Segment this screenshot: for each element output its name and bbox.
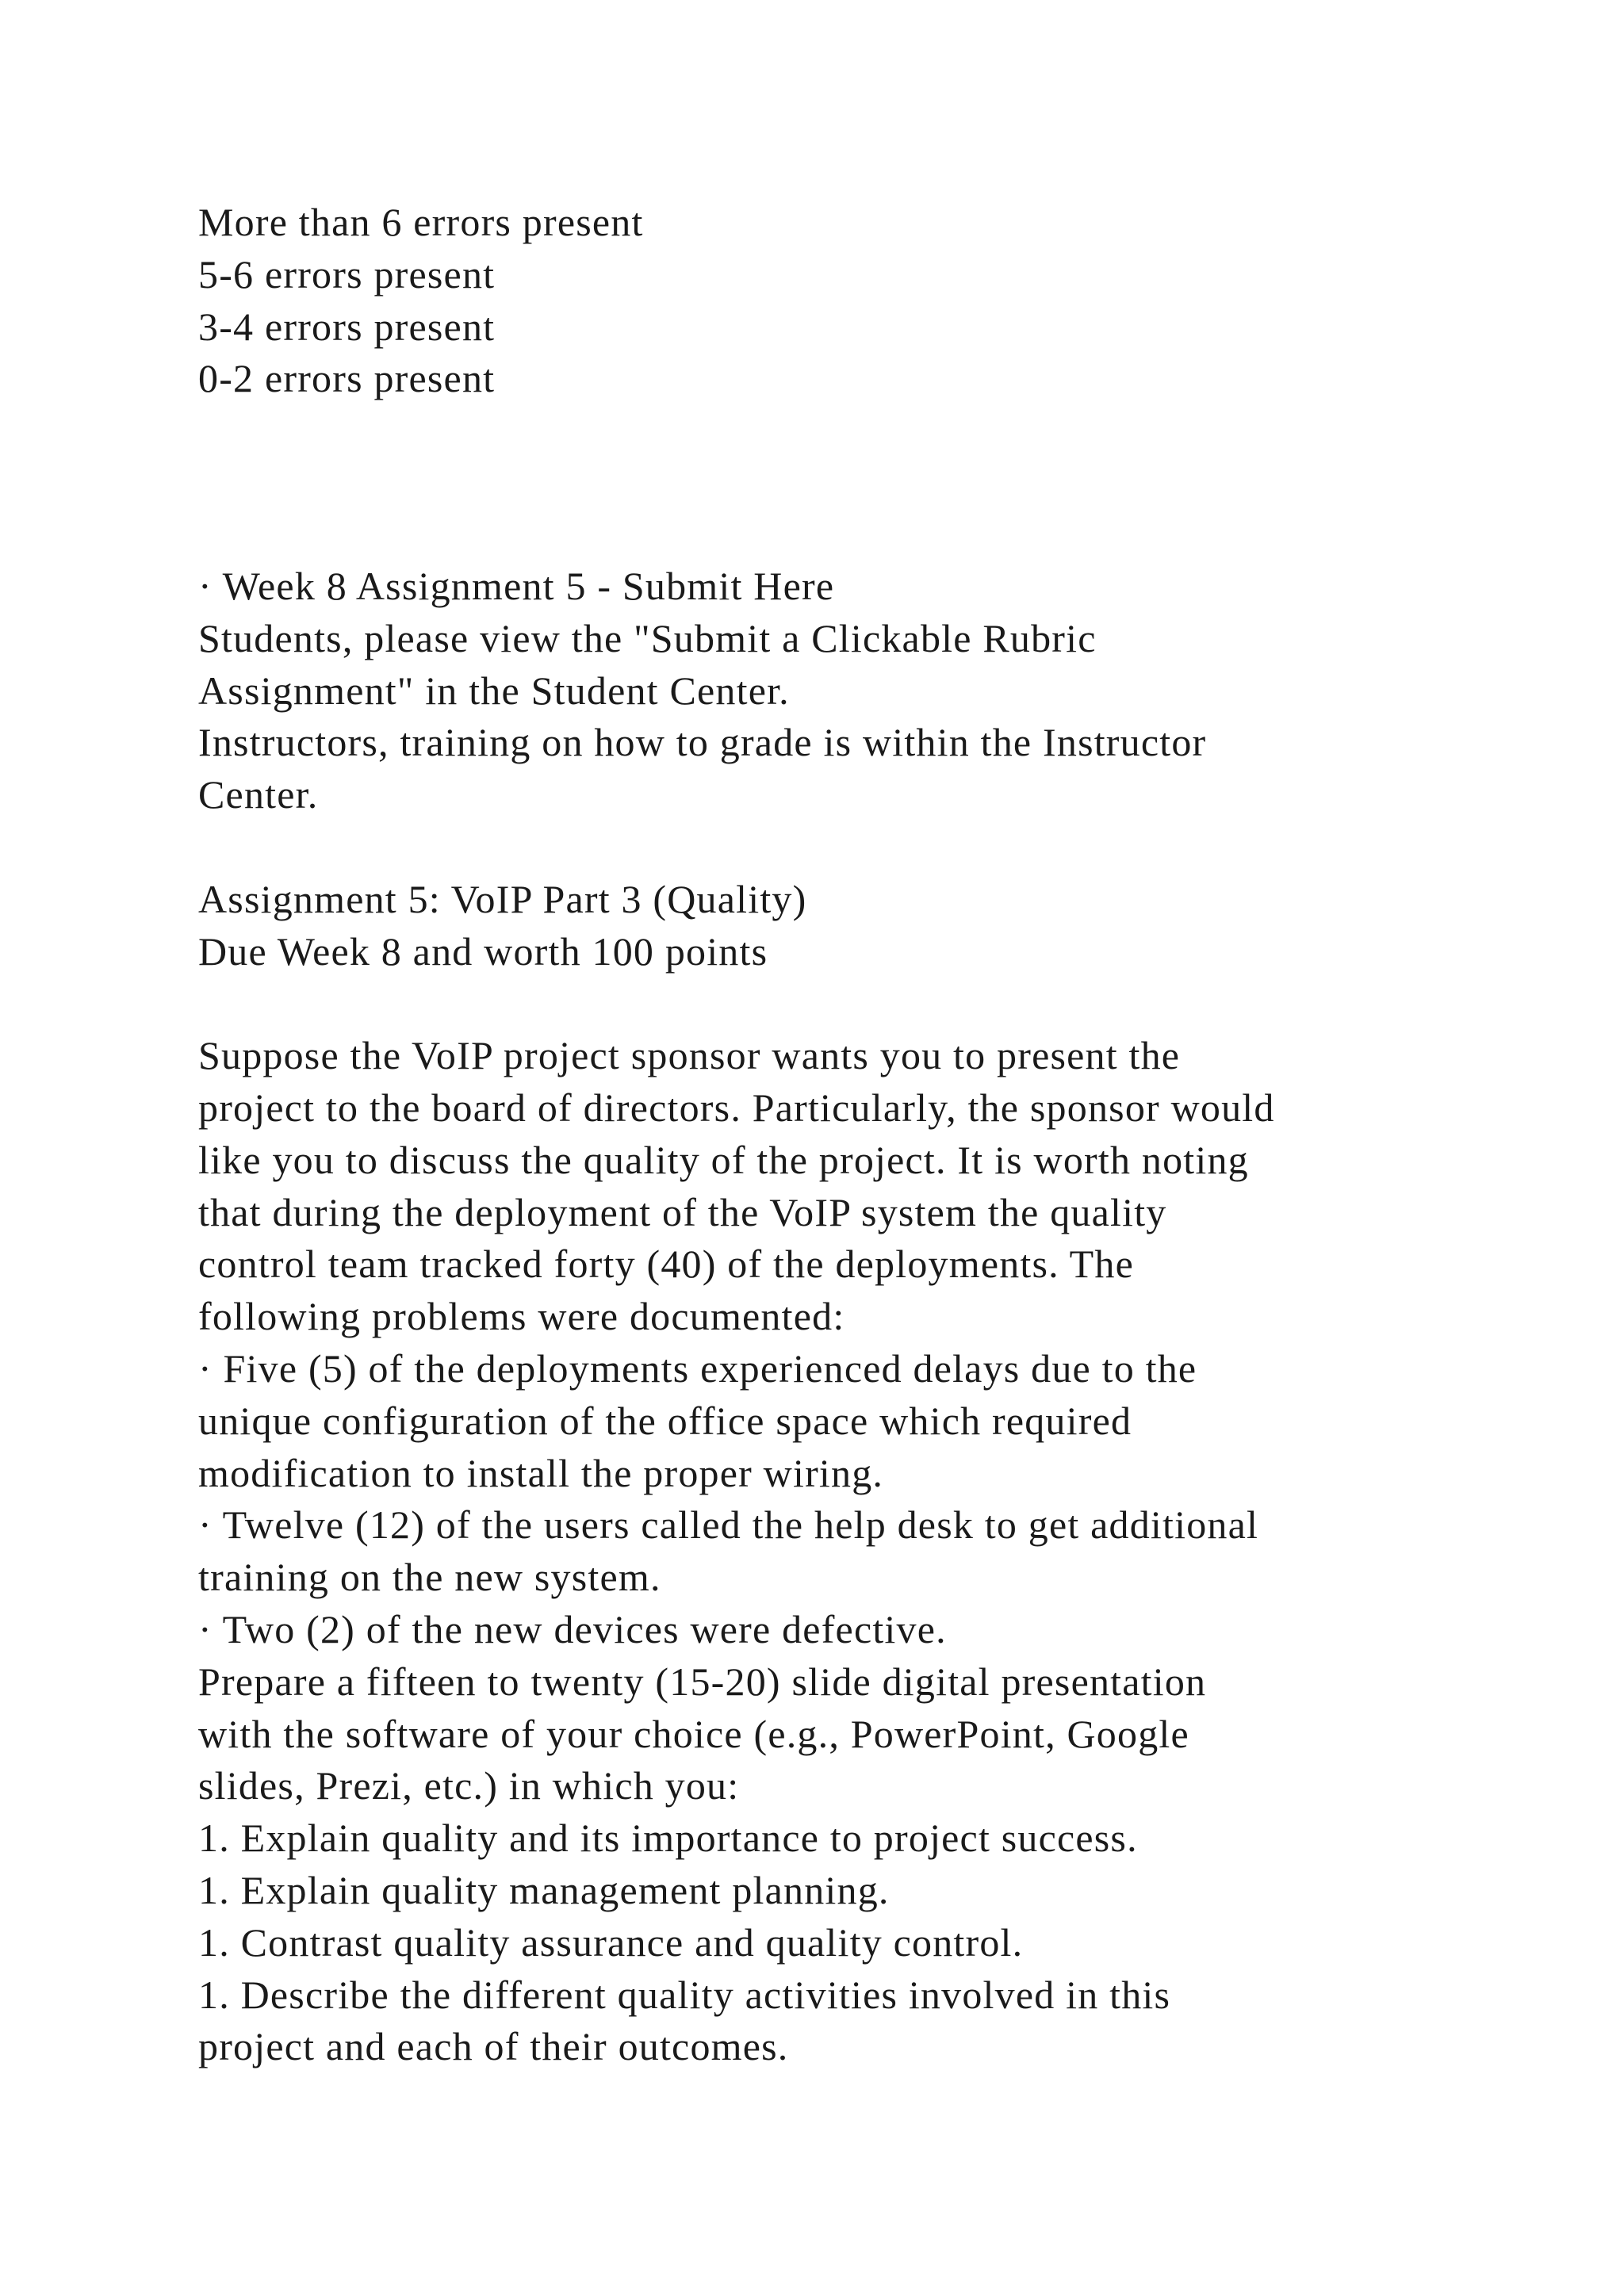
paragraph-gap	[198, 821, 1546, 874]
student-note-line: Students, please view the "Submit a Clickable Rubric	[198, 615, 1097, 660]
scenario-line: Suppose the VoIP project sponsor wants you to present the	[198, 1033, 1181, 1078]
error-level-item: 3-4 errors present	[198, 304, 496, 349]
scenario-line: following problems were documented:	[198, 1294, 845, 1339]
student-note-line: Assignment" in the Student Center.	[198, 668, 790, 713]
requirement-item: 1. Explain quality and its importance to project success.	[198, 1816, 1138, 1861]
problem-item: unique configuration of the office space which required	[198, 1398, 1132, 1443]
scenario-line: like you to discuss the quality of the project. It is worth noting	[198, 1137, 1249, 1182]
problem-item: · Two (2) of the new devices were defective.	[198, 1606, 947, 1651]
scenario-line: project to the board of directors. Particularly, the sponsor would	[198, 1085, 1275, 1130]
scenario-line: that during the deployment of the VoIP system the quality	[198, 1189, 1167, 1234]
instruction-line: slides, Prezi, etc.) in which you:	[198, 1763, 740, 1808]
scenario-line: control team tracked forty (40) of the deployments. The	[198, 1242, 1134, 1287]
error-level-item: More than 6 errors present	[198, 200, 644, 244]
problem-item: · Twelve (12) of the users called the help desk to get additional	[198, 1502, 1259, 1548]
instruction-line: Prepare a fifteen to twenty (15-20) slide digital presentation	[198, 1659, 1207, 1704]
problem-item: training on the new system.	[198, 1555, 661, 1600]
requirement-item: 1. Describe the different quality activities involved in this	[198, 1972, 1171, 2017]
requirement-item: 1. Explain quality management planning.	[198, 1867, 890, 1912]
submission-heading: · Week 8 Assignment 5 - Submit Here	[198, 564, 835, 608]
error-level-item: 5-6 errors present	[198, 251, 496, 297]
requirement-item: 1. Contrast quality assurance and quality control.	[198, 1919, 1024, 1965]
instruction-line: with the software of your choice (e.g., PowerPoint, Google	[198, 1711, 1189, 1756]
paragraph-gap	[198, 978, 1546, 1030]
problem-item: modification to install the proper wiring.	[198, 1450, 884, 1495]
assignment-content	[198, 561, 1546, 2073]
instructor-note-line: Instructors, training on how to grade is within the Instructor	[198, 720, 1207, 765]
error-level-item: 0-2 errors present	[198, 356, 496, 401]
instructor-note-line: Center.	[198, 772, 319, 817]
requirement-item: project and each of their outcomes.	[198, 2024, 789, 2069]
problem-item: · Five (5) of the deployments experienced delays due to the	[198, 1345, 1197, 1391]
assignment-due: Due Week 8 and worth 100 points	[198, 928, 768, 974]
error-levels-list	[198, 197, 1546, 405]
assignment-title: Assignment 5: VoIP Part 3 (Quality)	[198, 876, 807, 921]
